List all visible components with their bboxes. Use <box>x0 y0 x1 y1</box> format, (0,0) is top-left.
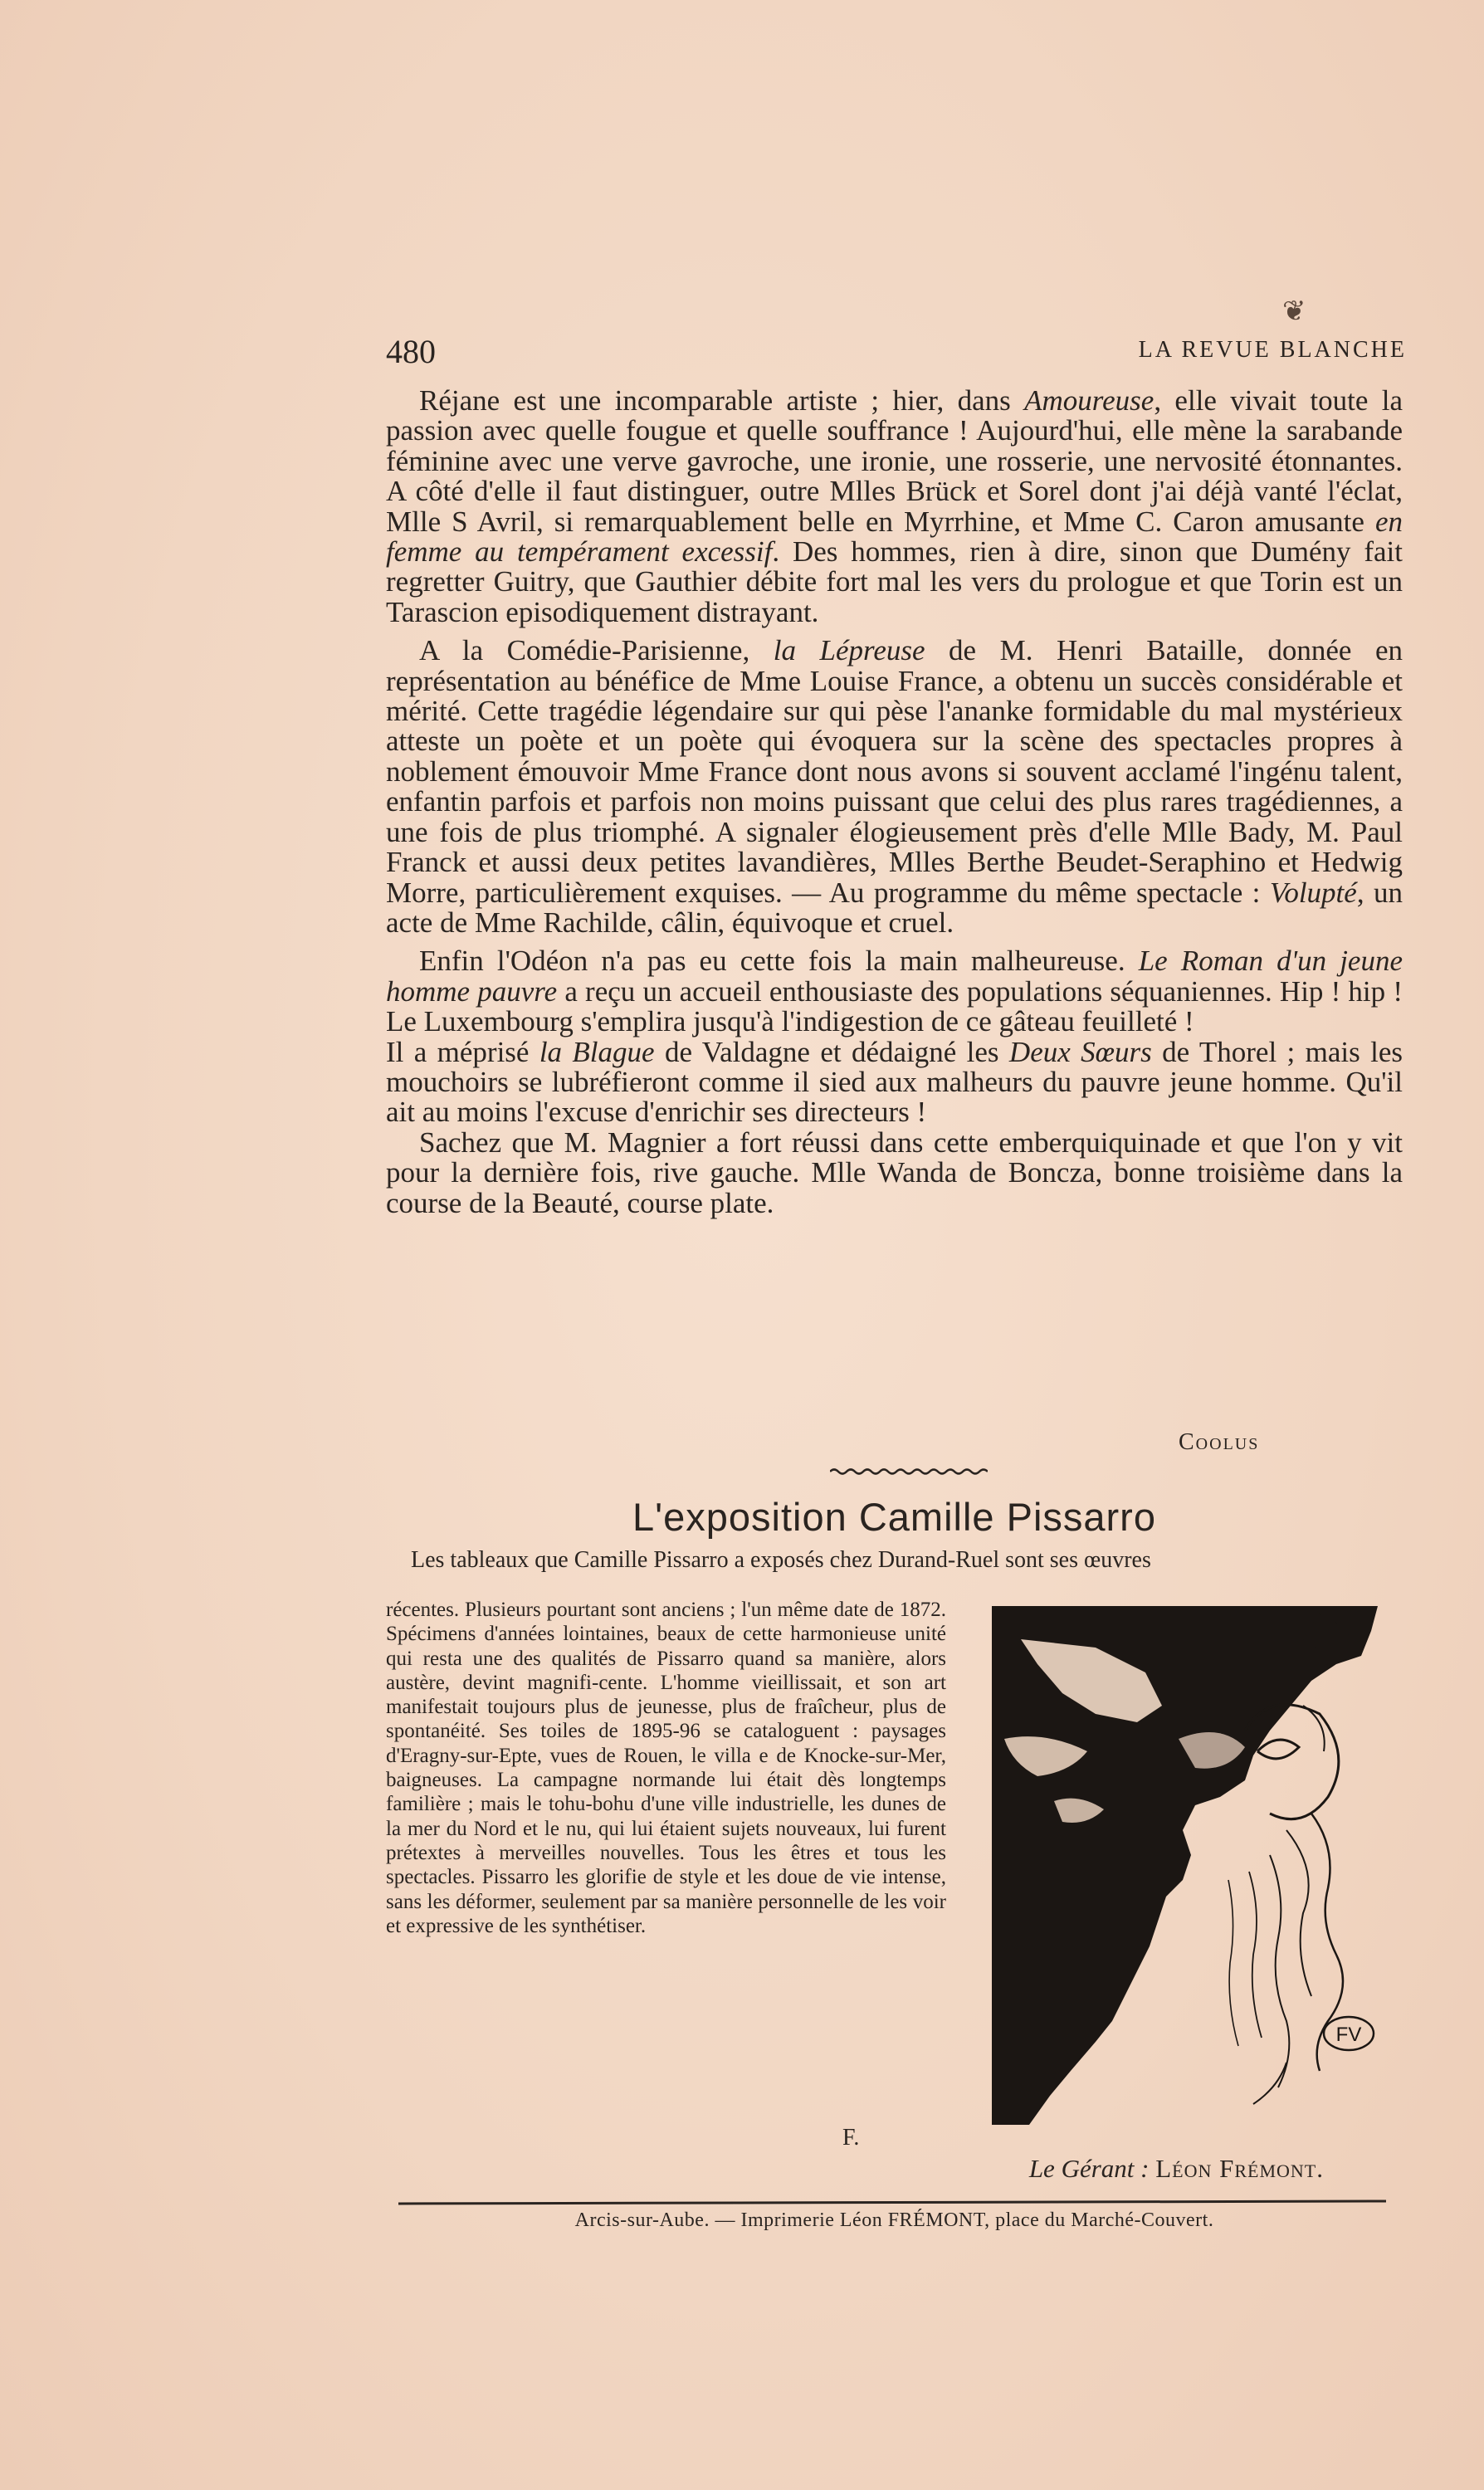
review-text: Réjane est une incomparable artiste ; hier, dans <box>419 384 1025 417</box>
exhibition-lead-text: Les tableaux que Camille Pissarro a exposés chez Durand-Ruel sont ses œuvres <box>411 1547 1151 1573</box>
italic-title: Le Roman d'un jeune homme pauvre <box>386 945 1403 1008</box>
manager-label: Le Gérant : <box>1028 2154 1150 2183</box>
exhibition-author-initial: F. <box>842 2125 860 2151</box>
page-number: 480 <box>386 333 436 370</box>
manager-name: Léon Frémont. <box>1155 2154 1324 2183</box>
italic-title: Volupté <box>1269 876 1357 909</box>
review-paragraph <box>386 386 1403 627</box>
review-text: , elle vivait toute la passion avec quelle fougue et quelle souffrance ! Aujourd'hui, elle mène la sarabande féminine avec une verve gavroche, une ironie, une rosserie, une nervosité étonnantes. A côté d'elle il faut distinguer, outre Mlles Brück et Sorel dont j'ai déjà vanté l'éclat, Mlle S Avril, si remarquablement belle en Myrrhine, et Mme C. Caron amusante <box>386 384 1403 538</box>
manager-line <box>942 2154 1324 2184</box>
italic-title: Amoureuse <box>1024 384 1154 417</box>
italic-title: en femme au tempérament excessif <box>386 505 1403 569</box>
italic-title: la Blague <box>539 1035 655 1068</box>
review-paragraph <box>386 1125 1403 1219</box>
review-text: . Des hommes, rien à dire, sinon que Duménу fait regretter Guitry, que Gauthier débite fort mal les vers du prologue et que Torin est un Tarascion episodiquement distrayant. <box>386 535 1403 628</box>
review-paragraph <box>386 946 1403 1037</box>
running-head <box>386 332 1415 374</box>
review-text: de Valdagne et dédaigné les <box>654 1035 1009 1068</box>
exhibition-lead <box>386 1548 1403 1573</box>
review-paragraph <box>386 1035 1403 1129</box>
review-text: a reçu un accueil enthousiaste des populations séquaniennes. Hip ! hip ! Le Luxembourg s'emplira jusqu'à l'indigestion de ce gâteau feuilleté ! <box>386 974 1403 1038</box>
theatre-review-text <box>386 386 1403 1218</box>
exhibition-body <box>386 1598 946 1938</box>
pissarro-portrait-woodcut <box>971 1606 1378 2125</box>
review-paragraph <box>386 636 1403 938</box>
review-text: A la Comédie-Parisienne, <box>419 634 774 667</box>
footer-rule <box>398 2200 1386 2206</box>
exhibition-title: L'exposition Camille Pissarro <box>632 1495 1156 1539</box>
printer-imprint: Arcis-sur-Aube. — Imprimerie Léon FRÉMONT, place du Marché-Couvert. <box>574 2209 1214 2231</box>
portrait-monogram: FV <box>1335 2024 1362 2046</box>
review-text: de M. Henri Bataille, donnée en représentation au bénéfice de Mme Louise France, a obtenu un succès considérable et mérité. Cette tragédie légendaire sur qui pèse l'ananke formidable du mal mystérieux atteste un poète et un poète qui évoquera sur la scène des spectacles propres à noblement émouvoir Mme France dont nous avons si souvent acclamé l'ingénu talent, enfantin parfois et parfois non moins puissant que celui des plus rares tragédiennes, a une fois de plus triomphé. A signaler élogieusement près d'elle Mlle Bady, M. Paul Franck et aussi deux petites lavandières, Mlles Berthe Beudet-Seraphino et Hedwig Morre, particulièrement exquises. — Au programme du même spectacle : <box>386 634 1403 909</box>
review-signature: Coolus <box>1179 1429 1260 1455</box>
review-text: Enfin l'Odéon n'a pas eu cette fois la main malheureuse. <box>419 945 1139 978</box>
italic-title: la Lépreuse <box>773 634 925 667</box>
italic-title: Deux Sœurs <box>1008 1035 1152 1068</box>
journal-title: LA REVUE BLANCHE <box>1138 337 1407 363</box>
wavy-divider <box>830 1467 988 1476</box>
exhibition-body-text: récentes. Plusieurs pourtant sont anciens ; l'un même date de 1872. Spécimens d'années lointaines, beaux de cette harmonieuse unité qui resta une des qualités de Pissarro quand sa manière, alors austère, devint magnifi-cente. L'homme vieillissait, et son art manifestait toujours plus de jeunesse, plus de fraîcheur, plus de spontanéité. Ses toiles de 1895-96 se cataloguent : paysages d'Eragny-sur-Epte, vues de Rouen, le villa e de Knocke-sur-Mer, baigneuses. La campagne normande lui était dès longtemps familière ; mais le tohu-bohu d'une ville industrielle, les dunes de la mer du Nord et le nu, qui lui étaient sujets nouveaux, lui furent prétextes à merveilles nouvelles. Tous les êtres et tous les spectacles. Pissarro les glorifie de style et les doue de vie intense, sans les déformer, seulement par sa manière personnelle de les voir et expressive de les synthétiser. <box>386 1599 946 1937</box>
review-text: , un acte de Mme Rachilde, câlin, équivoque et cruel. <box>386 876 1403 939</box>
review-text: Il a méprisé <box>386 1035 539 1068</box>
review-text: Sachez que M. Magnier a fort réussi dans cette emberquiquinade et que l'on y vit pour la dernière fois, rive gauche. Mlle Wanda de Boncza, bonne troisième dans la course de la Beauté, course plate. <box>386 1125 1403 1219</box>
review-text: de Thorel ; mais les mouchoirs se lubréfieront comme il sied aux malheurs du pauvre jeune homme. Qu'il ait au moins l'excuse d'enrichir ses directeurs ! <box>386 1035 1403 1129</box>
corner-ornament: ❦ <box>1282 296 1306 327</box>
